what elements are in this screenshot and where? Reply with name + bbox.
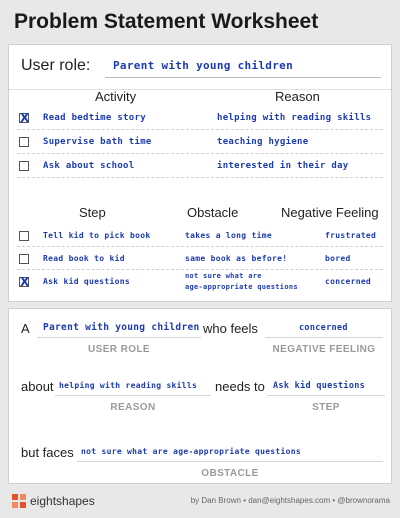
- row-divider: [17, 246, 383, 247]
- statement-needs-to: needs to: [215, 379, 265, 394]
- statement-a: A: [21, 321, 30, 336]
- obstacle-header: Obstacle: [187, 205, 239, 220]
- statement-user-role[interactable]: Parent with young children: [43, 322, 200, 333]
- statement-obstacle[interactable]: not sure what are age-appropriate questions: [81, 447, 302, 456]
- step-header: Step: [79, 205, 106, 220]
- problem-statement-card: [8, 308, 392, 484]
- user-role-caption: USER ROLE: [88, 344, 150, 355]
- activity-2: Supervise bath time: [43, 137, 152, 147]
- reason-header: Reason: [275, 89, 320, 104]
- feeling-3: concerned: [325, 277, 372, 286]
- step-2: Read book to kid: [43, 254, 125, 263]
- reason-1: helping with reading skills: [217, 113, 372, 123]
- activity-3: Ask about school: [43, 161, 135, 171]
- obstacle-2: same book as before!: [185, 254, 288, 263]
- statement-reason[interactable]: helping with reading skills: [59, 381, 198, 390]
- section-divider: [9, 89, 391, 90]
- reason-2: teaching hygiene: [217, 137, 309, 147]
- step-checkbox-3[interactable]: X: [20, 275, 30, 289]
- step-checkbox-2[interactable]: [19, 254, 29, 264]
- activity-header: Activity: [95, 89, 137, 104]
- step-1: Tell kid to pick book: [43, 231, 151, 240]
- step-caption: STEP: [312, 402, 340, 413]
- row-divider: [17, 129, 383, 130]
- statement-about: about: [21, 379, 54, 394]
- eightshapes-logo-icon: [12, 494, 26, 508]
- feeling-2: bored: [325, 254, 351, 263]
- obstacle-3-line1: not sure what are: [185, 272, 262, 280]
- worksheet-card: [8, 44, 392, 302]
- reason-3: interested in their day: [217, 161, 349, 171]
- obstacle-1: takes a long time: [185, 231, 272, 240]
- activity-checkbox-3[interactable]: [19, 161, 29, 171]
- feeling-1: frustrated: [325, 231, 377, 240]
- user-role-blank: [37, 337, 201, 338]
- obstacle-caption: OBSTACLE: [201, 468, 259, 479]
- user-role-underline: [105, 77, 381, 78]
- obstacle-3-line2: age-appropriate questions: [185, 283, 298, 291]
- obstacle-blank: [77, 461, 383, 462]
- worksheet-title: Problem Statement Worksheet: [14, 10, 319, 33]
- activity-1: Read bedtime story: [43, 113, 146, 123]
- reason-caption: REASON: [110, 402, 156, 413]
- negative-feeling-caption: NEGATIVE FEELING: [272, 344, 376, 355]
- row-divider: [17, 177, 383, 178]
- user-role-value[interactable]: Parent with young children: [113, 59, 293, 72]
- row-divider: [17, 153, 383, 154]
- activity-checkbox-2[interactable]: [19, 137, 29, 147]
- statement-step[interactable]: Ask kid questions: [273, 381, 366, 391]
- reason-blank: [55, 395, 211, 396]
- statement-feeling[interactable]: concerned: [299, 323, 348, 333]
- author-credit: by Dan Brown • dan@eightshapes.com • @brownorama: [190, 496, 390, 505]
- user-role-label: User role:: [21, 57, 91, 74]
- step-blank: [267, 395, 385, 396]
- eightshapes-logo-text: eightshapes: [30, 494, 95, 508]
- statement-but-faces: but faces: [21, 445, 74, 460]
- step-3: Ask kid questions: [43, 277, 130, 286]
- feeling-blank: [265, 337, 383, 338]
- row-divider: [17, 269, 383, 270]
- negative-feeling-header: Negative Feeling: [281, 205, 379, 220]
- footer: [0, 486, 400, 518]
- step-checkbox-1[interactable]: [19, 231, 29, 241]
- activity-checkbox-1[interactable]: X: [20, 111, 30, 125]
- statement-who-feels: who feels: [203, 321, 258, 336]
